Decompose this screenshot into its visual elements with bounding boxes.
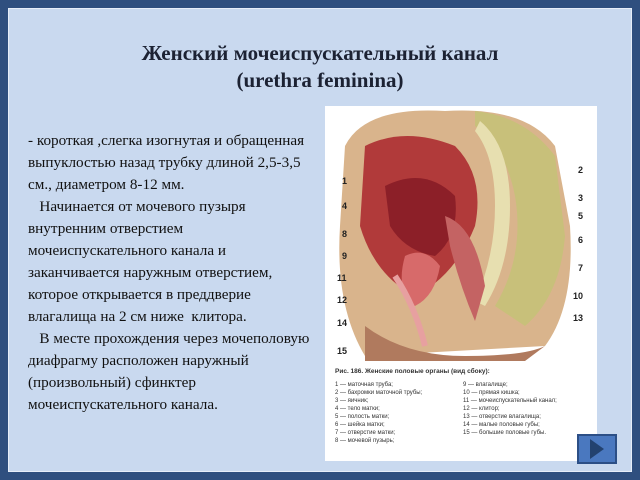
legend-item: 4 — тело матки; xyxy=(335,406,380,412)
legend-item: 11 — мочеиспускательный канал; xyxy=(463,398,557,404)
slide-body-text: - короткая ,слегка изогнутая и обращенная выпуклостью назад трубку длиной 2,5-3,5 см., диаметром 8-12 мм. Начинается от мочевого пузыря внутренним отверстием мочеиспускательного канала и заканчивается наружным отверстием, которое открывается в преддверие влагалища на 2 см ниже клитора. В месте прохождения через мочеполовую диафрагму расположен наружный (произвольный) сфинктер мочеиспускательного канала. xyxy=(28,132,310,413)
figure-label: 6 xyxy=(578,235,584,245)
title-line-1: Женский мочеиспускательный канал xyxy=(141,41,499,65)
figure-label: 5 xyxy=(578,211,584,221)
legend-item: 10 — прямая кишка; xyxy=(463,390,520,396)
title-line-2: (urethra feminina) xyxy=(236,68,404,92)
play-triangle-icon xyxy=(590,439,604,459)
legend-item: 8 — мочевой пузырь; xyxy=(335,438,395,444)
figure-label: 11 xyxy=(337,273,347,283)
legend-item: 2 — бахромки маточной трубы; xyxy=(335,390,423,396)
slide-title xyxy=(0,40,640,94)
legend-item: 6 — шейка матки; xyxy=(335,422,385,428)
figure-label: 12 xyxy=(337,295,348,305)
legend-item: 15 — большие половые губы. xyxy=(463,430,546,436)
figure-caption xyxy=(335,368,595,445)
legend-item: 14 — малые половые губы; xyxy=(463,422,540,428)
legend-item: 5 — полость матки; xyxy=(335,414,390,420)
legend-item: 7 — отверстие матки; xyxy=(335,430,396,436)
figure-label: 1 xyxy=(342,176,348,186)
legend-item: 1 — маточная труба; xyxy=(335,382,393,388)
figure-label: 8 xyxy=(342,229,348,239)
legend-item: 3 — яичник; xyxy=(335,398,369,404)
caption-title: Рис. 186. Женские половые органы (вид сбоку): xyxy=(335,368,490,375)
figure-label: 7 xyxy=(578,263,584,273)
anatomy-figure xyxy=(325,106,597,461)
legend-item: 13 — отверстие влагалища; xyxy=(463,414,541,420)
figure-label: 4 xyxy=(342,201,348,211)
figure-label: 14 xyxy=(337,318,348,328)
anatomy-illustration xyxy=(325,106,597,361)
figure-label: 9 xyxy=(342,251,348,261)
next-slide-button[interactable] xyxy=(577,434,617,464)
figure-label: 10 xyxy=(573,291,584,301)
figure-label: 3 xyxy=(578,193,584,203)
figure-label: 2 xyxy=(578,165,584,175)
figure-label: 15 xyxy=(337,346,348,356)
figure-label: 13 xyxy=(573,313,584,323)
legend-left xyxy=(335,381,463,445)
legend-right xyxy=(463,381,591,445)
legend-item: 9 — влагалище; xyxy=(463,382,508,388)
legend-item: 12 — клитор; xyxy=(463,406,500,412)
